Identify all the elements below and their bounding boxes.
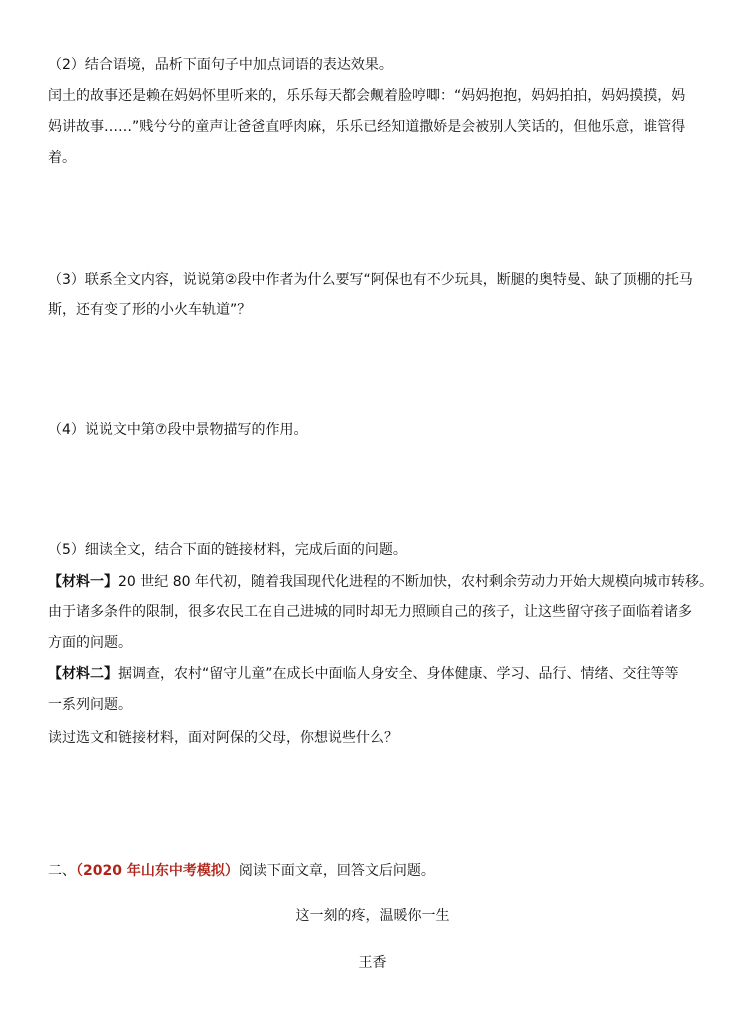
section2-instruction: 阅读下面文章，回答文后问题。	[238, 863, 435, 879]
material1-line-1	[48, 572, 713, 592]
q5-prompt: （5）细读全文，结合下面的链接材料，完成后面的问题。	[48, 542, 407, 558]
q5-question: 读过选文和链接材料，面对阿保的父母，你想说些什么？	[48, 730, 398, 746]
q2-passage-line-2: 妈讲故事……”贱兮兮的童声让爸爸直呼肉麻，乐乐已经知道撒娇是会被别人笑话的，但他乐意，谁管得	[48, 119, 686, 135]
material1-line-3: 方面的问题。	[48, 635, 132, 651]
article-title: 这一刻的疼，温暖你一生	[295, 908, 450, 924]
material2-line-1	[48, 664, 708, 684]
q3-line-2: 斯，还有变了形的小火车轨道”？	[48, 302, 252, 318]
material2-text: 据调查，农村“留守儿童”在成长中面临人身安全、身体健康、学习、品行、情绪、交往等等	[118, 666, 679, 682]
section2-heading	[48, 861, 708, 881]
q2-passage-line-1: 闰土的故事还是赖在妈妈怀里听来的，乐乐每天都会觍着脸哼唧：“妈妈抱抱，妈妈拍拍，妈妈摸摸，妈	[48, 88, 686, 104]
material1-label: 【材料一】	[48, 574, 118, 590]
q4-prompt: （4）说说文中第⑦段中景物描写的作用。	[48, 422, 308, 438]
section2-number: 二、	[48, 863, 76, 879]
q3-line-1: （3）联系全文内容，说说第②段中作者为什么要写“阿保也有不少玩具，断腿的奥特曼、缺了顶棚的托马	[48, 272, 693, 288]
article-author: 王香	[358, 955, 387, 971]
material1-text: 20 世纪 80 年代初，随着我国现代化进程的不断加快，农村剩余劳动力开始大规模向城市转移。	[118, 574, 713, 590]
material2-label: 【材料二】	[48, 666, 118, 682]
q2-prompt: （2）结合语境，品析下面句子中加点词语的表达效果。	[48, 57, 393, 73]
q2-passage-line-3: 着。	[48, 150, 76, 166]
material2-line-2: 一系列问题。	[48, 697, 132, 713]
section2-source: （2020 年山东中考模拟）	[76, 863, 239, 879]
material1-line-2: 由于诸多条件的限制，很多农民工在自己进城的同时却无力照顾自己的孩子，让这些留守孩子面临着诸多	[48, 604, 692, 620]
